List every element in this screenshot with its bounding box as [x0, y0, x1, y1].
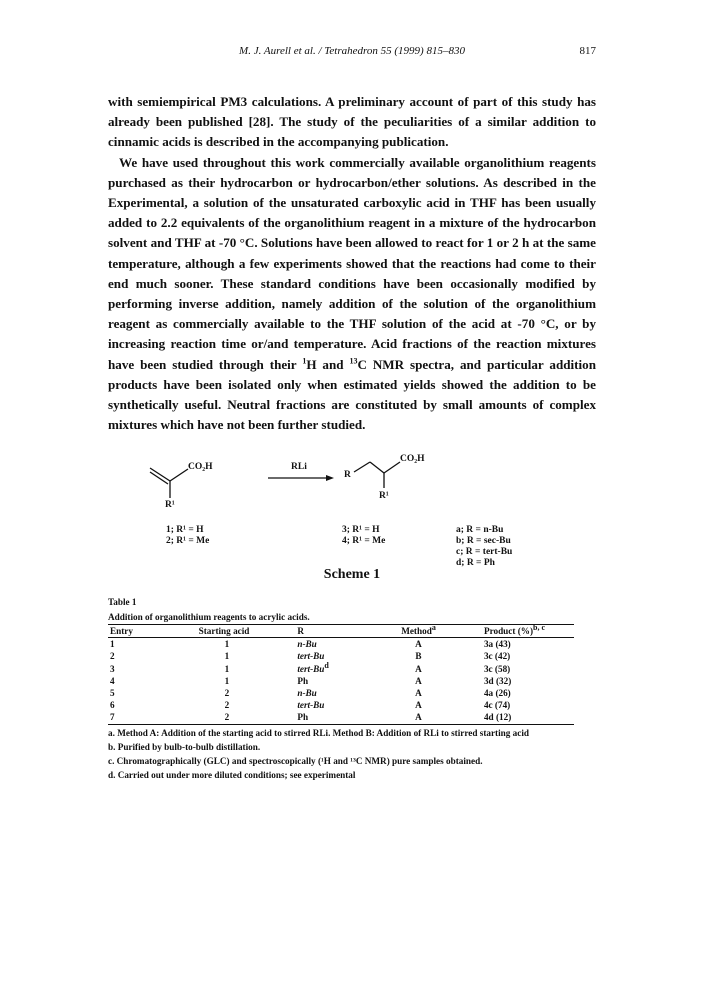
cell-method: [373, 663, 464, 675]
cell-method-text: A: [415, 688, 422, 699]
cell-product: [464, 638, 574, 651]
page-header: [108, 45, 596, 61]
cell-method: [373, 638, 464, 651]
r-right: R: [344, 470, 351, 480]
cell-product-text: 3c (42): [483, 651, 511, 662]
cell-method: [373, 650, 464, 662]
compound-4-label: 4; R¹ = Me: [342, 536, 386, 546]
cell-product: [464, 699, 574, 711]
cell-starting-acid-text: 1: [224, 663, 230, 674]
cell-entry: [108, 638, 189, 651]
cell-method: [373, 675, 464, 687]
header-method: [373, 625, 464, 638]
cell-entry: [108, 675, 189, 687]
paragraph-2: [108, 153, 596, 436]
table-row: [108, 711, 574, 724]
table-row: [108, 687, 574, 699]
cell-r-text: n-Bu: [297, 639, 317, 650]
cell-entry-text: 2: [110, 651, 115, 662]
r-footnote-mark: d: [324, 660, 329, 670]
cell-product: [464, 711, 574, 724]
table-row: [108, 638, 574, 651]
substituent-d: d; R = Ph: [456, 558, 495, 568]
cell-starting-acid-text: 1: [224, 675, 230, 686]
cell-method-text: A: [415, 675, 422, 686]
vinyl-bond-2: [170, 469, 188, 481]
cell-product-text: 3d (32): [483, 675, 512, 686]
cell-r: [295, 711, 373, 724]
cell-method-text: A: [415, 663, 422, 674]
header-entry: Entry: [108, 625, 189, 638]
note-b: b. Purified by bulb-to-bulb distillation.: [108, 741, 261, 752]
cell-entry: [108, 687, 189, 699]
cell-entry-text: 1: [110, 639, 115, 650]
cell-product-text: 3a (43): [483, 639, 511, 650]
table-row: [108, 650, 574, 662]
cell-entry-text: 5: [110, 688, 115, 699]
substituent-b: b; R = sec-Bu: [456, 536, 511, 546]
results-table: [108, 624, 574, 725]
cell-r-text: tert-Bu: [297, 651, 325, 662]
table-row: [108, 699, 574, 711]
co2h-left: CO₂H: [188, 462, 213, 472]
cell-method: [373, 711, 464, 724]
cell-entry: [108, 711, 189, 724]
cell-r: [295, 699, 373, 711]
compound-3-label: 3; R¹ = H: [342, 525, 380, 535]
cell-product-text: 4c (74): [483, 700, 511, 711]
r1-right: R¹: [379, 491, 389, 501]
cell-entry-text: 4: [110, 675, 115, 686]
scheme-structures: [108, 440, 596, 510]
cell-r-text: tert-Bu: [297, 700, 325, 711]
cell-starting-acid: [189, 663, 296, 675]
body-text: [108, 92, 596, 435]
cell-starting-acid-text: 1: [224, 639, 230, 650]
paragraph-1: with semiempirical PM3 calculations. A preliminary account of part of this study has already been published [28]. The study of the peculiarities of a similar addition to cinnamic acids is described in the accompanying publication.: [108, 94, 596, 150]
cell-starting-acid-text: 2: [224, 700, 230, 711]
cell-starting-acid: [189, 675, 296, 687]
cell-r-text: Ph: [297, 712, 309, 723]
table-header-row: [108, 625, 574, 638]
page-number: 817: [579, 45, 596, 57]
table-1: [108, 596, 596, 782]
cell-method-text: A: [415, 639, 422, 650]
running-head: M. J. Aurell et al. / Tetrahedron 55 (1999) 815–830: [239, 45, 465, 57]
substituent-a: a; R = n-Bu: [456, 525, 504, 535]
scheme-title: Scheme 1: [323, 567, 381, 582]
reagent-label: RLi: [291, 462, 307, 472]
cell-method: [373, 699, 464, 711]
cell-r: [295, 638, 373, 651]
superscript-1: 1: [302, 356, 307, 366]
cell-product: [464, 663, 574, 675]
header-r: R: [295, 625, 373, 638]
r1-left: R¹: [165, 500, 175, 510]
cell-r: [295, 675, 373, 687]
table-row: [108, 663, 574, 675]
note-a: a. Method A: Addition of the starting acid to stirred RLi. Method B: Addition of RLi to stirred starting acid: [108, 727, 530, 738]
paragraph-2-part-a: We have used throughout this work commercially available organolithium reagents purchased as their hydrocarbon or hydrocarbon/ether solutions. As described in the Experimental, a solution of the unsaturated carboxylic acid in THF has been usually added to 2.2 equivalents of the organolithium reagent in a mixture of the hydrocarbon solvent and THF at -70 °C. Solutions have been allowed to react for 1 or 2 h at the same temperature, although a few experiments showed that the reactions had come to their end much sooner. These standard conditions have been occasionally modified by performing inverse addition, namely addition of the solution of the organolithium reagent as commercially available to the THF solution of the acid at -70 °C, or by increasing reaction time or/and temperature. Acid fractions of the reaction mixtures have been studied through their: [108, 154, 596, 372]
header-product: [464, 625, 574, 638]
cell-r-text: tert-Bu: [297, 663, 325, 674]
cell-r-text: Ph: [297, 675, 309, 686]
paragraph-2-part-b: H and: [306, 356, 350, 372]
cell-r: [295, 660, 373, 675]
cell-entry: [108, 650, 189, 662]
header-starting-acid: Starting acid: [189, 625, 296, 638]
arrowhead: [326, 475, 334, 481]
product-bond-3: [384, 462, 400, 473]
cell-entry-text: 6: [110, 700, 115, 711]
cell-method-text: A: [415, 712, 422, 723]
cell-product-text: 3c (58): [483, 663, 511, 674]
cell-entry: [108, 699, 189, 711]
cell-method: [373, 687, 464, 699]
cell-entry-text: 3: [110, 663, 115, 674]
note-d: d. Carried out under more diluted conditions; see experimental: [108, 769, 356, 780]
method-footnote-mark: a: [431, 623, 436, 633]
cell-starting-acid-text: 2: [224, 688, 230, 699]
header-product-text: Product (%): [483, 626, 534, 637]
table-notes: [108, 726, 596, 782]
cell-starting-acid-text: 2: [224, 712, 230, 723]
cell-r: [295, 650, 373, 662]
cell-product: [464, 687, 574, 699]
cell-entry-text: 7: [110, 712, 115, 723]
product-footnote-mark: b, c: [533, 623, 546, 633]
co2h-right: CO₂H: [400, 454, 425, 464]
scheme-1: [108, 440, 596, 590]
cell-method-text: A: [415, 700, 422, 711]
substituent-c: c; R = tert-Bu: [456, 547, 513, 557]
cell-starting-acid: [189, 711, 296, 724]
table-caption: Addition of organolithium reagents to acrylic acids.: [108, 612, 310, 622]
compound-2-label: 2; R¹ = Me: [166, 536, 210, 546]
cell-product: [464, 650, 574, 662]
cell-product-text: 4d (12): [483, 712, 512, 723]
superscript-13: 13: [349, 356, 358, 366]
compound-1-label: 1; R¹ = H: [166, 525, 204, 535]
product-bond-2: [370, 462, 384, 473]
cell-starting-acid: [189, 687, 296, 699]
cell-r: [295, 687, 373, 699]
cell-entry: [108, 663, 189, 675]
cell-method-text: B: [415, 651, 422, 662]
product-bond-1: [354, 462, 370, 472]
note-c: c. Chromatographically (GLC) and spectroscopically (¹H and ¹³C NMR) pure samples obtained.: [108, 755, 483, 766]
cell-product: [464, 675, 574, 687]
table-row: [108, 675, 574, 687]
cell-starting-acid-text: 1: [224, 651, 230, 662]
cell-starting-acid: [189, 650, 296, 662]
header-method-text: Method: [401, 626, 432, 637]
cell-product-text: 4a (26): [483, 688, 511, 699]
cell-starting-acid: [189, 638, 296, 651]
cell-starting-acid: [189, 699, 296, 711]
cell-r-text: n-Bu: [297, 688, 317, 699]
paragraph-2-part-c: C NMR spectra, and particular addition products have been isolated only when estimated yields showed the addition to be synthetically useful. Neutral fractions are constituted by small amounts of complex mixtures which have not been further studied.: [108, 356, 596, 433]
table-label: Table 1: [108, 597, 137, 607]
